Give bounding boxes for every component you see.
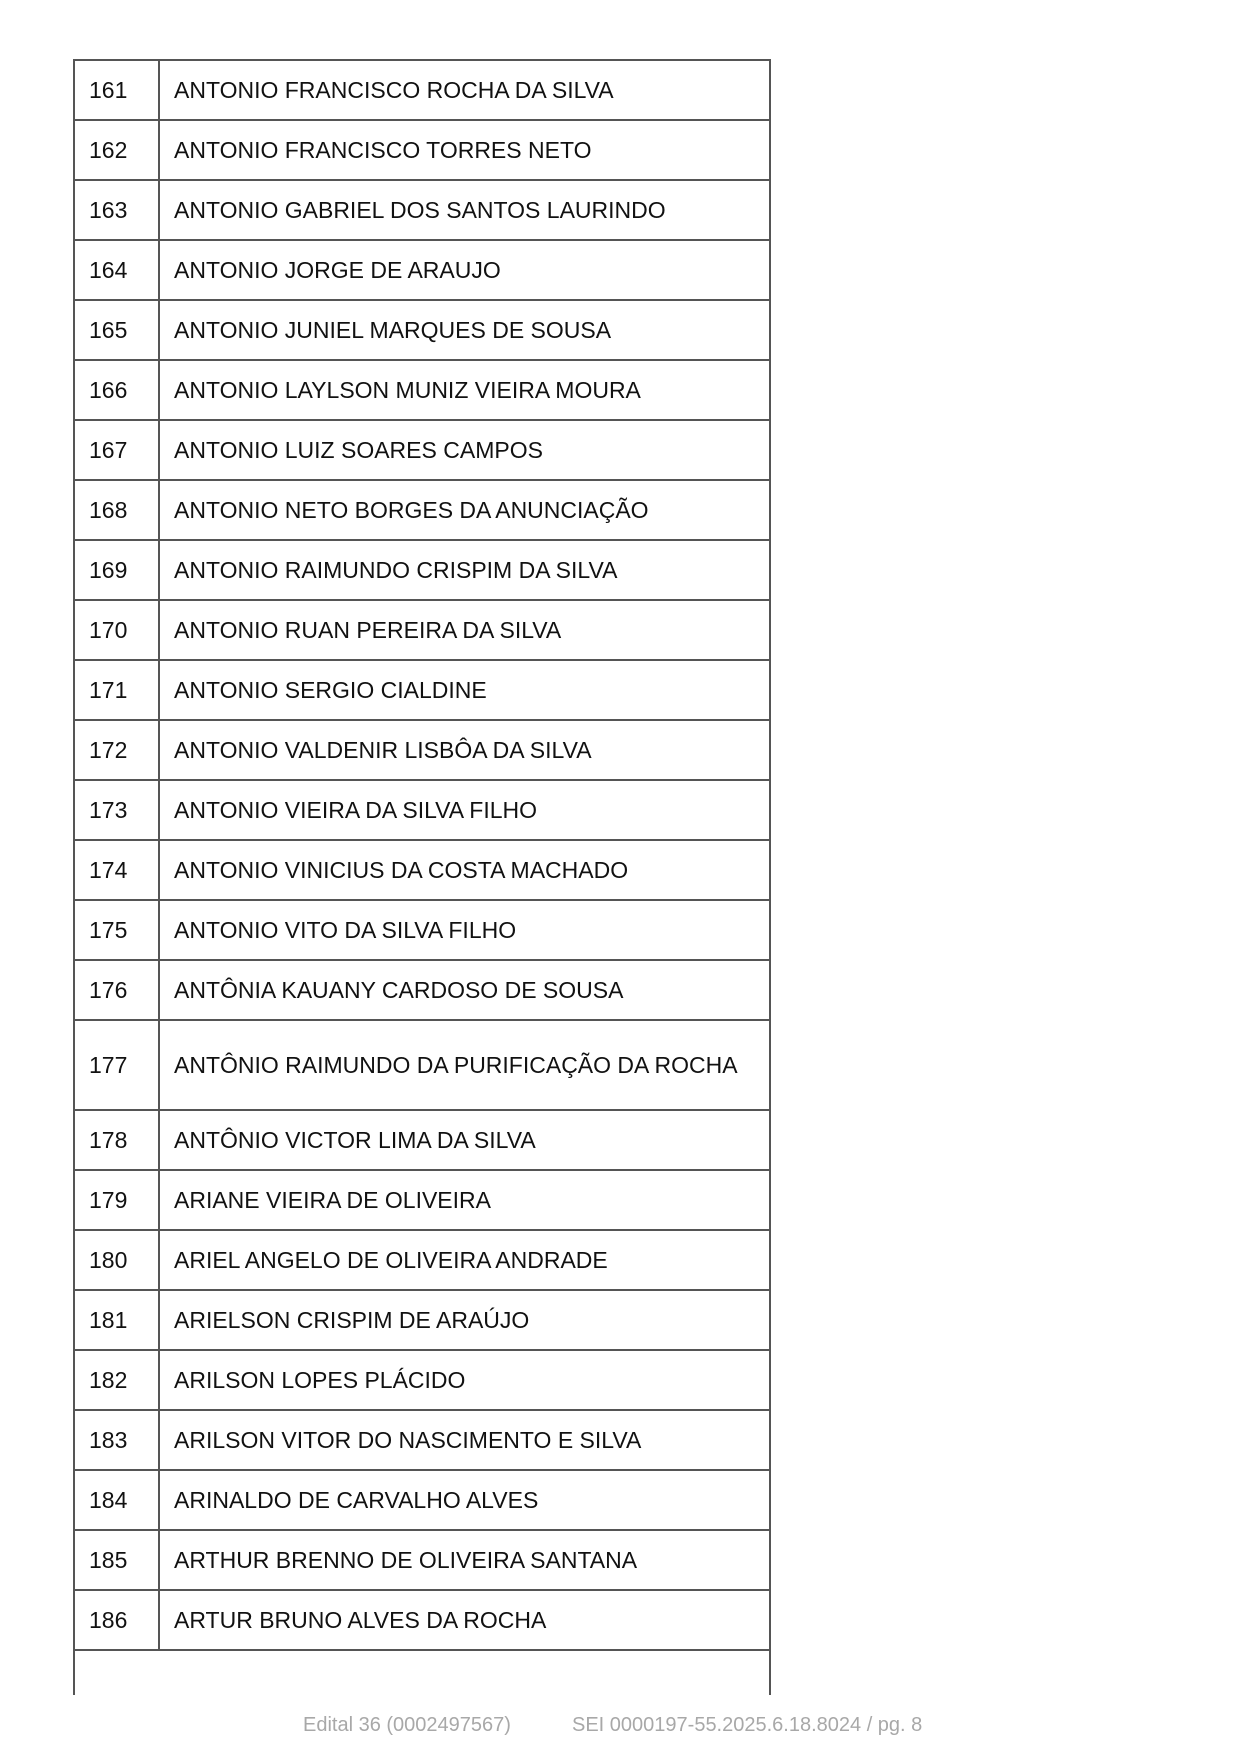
row-number: 186 xyxy=(74,1590,159,1650)
row-name: ANTONIO FRANCISCO TORRES NETO xyxy=(159,120,770,180)
row-name: ANTONIO RAIMUNDO CRISPIM DA SILVA xyxy=(159,540,770,600)
row-number: 178 xyxy=(74,1110,159,1170)
row-name: ANTONIO VIEIRA DA SILVA FILHO xyxy=(159,780,770,840)
row-number: 185 xyxy=(74,1530,159,1590)
row-name: ANTONIO JUNIEL MARQUES DE SOUSA xyxy=(159,300,770,360)
row-name: ANTÔNIO VICTOR LIMA DA SILVA xyxy=(159,1110,770,1170)
row-name: ARILSON VITOR DO NASCIMENTO E SILVA xyxy=(159,1410,770,1470)
row-name: ARILSON LOPES PLÁCIDO xyxy=(159,1350,770,1410)
row-name: ARTUR BRUNO ALVES DA ROCHA xyxy=(159,1590,770,1650)
table-row xyxy=(74,1530,770,1590)
row-name: ANTONIO VITO DA SILVA FILHO xyxy=(159,900,770,960)
row-number: 174 xyxy=(74,840,159,900)
table-row xyxy=(74,900,770,960)
row-name: ANTONIO FRANCISCO ROCHA DA SILVA xyxy=(159,60,770,120)
row-name: ANTONIO LUIZ SOARES CAMPOS xyxy=(159,420,770,480)
row-name: ARINALDO DE CARVALHO ALVES xyxy=(159,1470,770,1530)
table-row xyxy=(74,420,770,480)
table-row xyxy=(74,60,770,120)
table-row xyxy=(74,540,770,600)
table-row xyxy=(74,1020,770,1110)
table-row xyxy=(74,360,770,420)
table-row xyxy=(74,180,770,240)
row-number: 163 xyxy=(74,180,159,240)
candidate-list-table xyxy=(73,59,771,1695)
row-number: 169 xyxy=(74,540,159,600)
row-number: 171 xyxy=(74,660,159,720)
table-row xyxy=(74,1230,770,1290)
table-row xyxy=(74,600,770,660)
row-number: 172 xyxy=(74,720,159,780)
row-name: ANTONIO RUAN PEREIRA DA SILVA xyxy=(159,600,770,660)
table-row xyxy=(74,960,770,1020)
table-row xyxy=(74,720,770,780)
row-number: 176 xyxy=(74,960,159,1020)
table-row xyxy=(74,780,770,840)
row-name: ANTONIO VALDENIR LISBÔA DA SILVA xyxy=(159,720,770,780)
row-name: ARIEL ANGELO DE OLIVEIRA ANDRADE xyxy=(159,1230,770,1290)
row-name: ANTONIO JORGE DE ARAUJO xyxy=(159,240,770,300)
row-number: 173 xyxy=(74,780,159,840)
row-name: ARIANE VIEIRA DE OLIVEIRA xyxy=(159,1170,770,1230)
row-number: 181 xyxy=(74,1290,159,1350)
page-footer xyxy=(0,1714,1240,1742)
table-row xyxy=(74,1110,770,1170)
table-row xyxy=(74,660,770,720)
table-row xyxy=(74,1170,770,1230)
row-number: 162 xyxy=(74,120,159,180)
row-number: 168 xyxy=(74,480,159,540)
row-name: ANTONIO NETO BORGES DA ANUNCIAÇÃO xyxy=(159,480,770,540)
row-number: 161 xyxy=(74,60,159,120)
row-name: ARTHUR BRENNO DE OLIVEIRA SANTANA xyxy=(159,1530,770,1590)
table-body xyxy=(74,60,770,1695)
table-continuation xyxy=(74,1650,770,1695)
row-number: 167 xyxy=(74,420,159,480)
row-name: ANTONIO GABRIEL DOS SANTOS LAURINDO xyxy=(159,180,770,240)
row-number: 182 xyxy=(74,1350,159,1410)
continuation-cell xyxy=(159,1650,770,1695)
continuation-cell xyxy=(74,1650,159,1695)
table-row xyxy=(74,840,770,900)
row-number: 165 xyxy=(74,300,159,360)
row-number: 175 xyxy=(74,900,159,960)
table-row xyxy=(74,1590,770,1650)
row-number: 166 xyxy=(74,360,159,420)
sei-process-reference: SEI 0000197-55.2025.6.18.8024 / pg. 8 xyxy=(572,1714,923,1736)
row-number: 183 xyxy=(74,1410,159,1470)
row-name: ANTONIO VINICIUS DA COSTA MACHADO xyxy=(159,840,770,900)
row-number: 184 xyxy=(74,1470,159,1530)
row-name: ANTONIO LAYLSON MUNIZ VIEIRA MOURA xyxy=(159,360,770,420)
table-row xyxy=(74,300,770,360)
row-name: ANTONIO SERGIO CIALDINE xyxy=(159,660,770,720)
table-row xyxy=(74,120,770,180)
document-reference: Edital 36 (0002497567) xyxy=(303,1714,511,1736)
table-row xyxy=(74,480,770,540)
row-number: 180 xyxy=(74,1230,159,1290)
table-row xyxy=(74,1350,770,1410)
row-name: ARIELSON CRISPIM DE ARAÚJO xyxy=(159,1290,770,1350)
table-row xyxy=(74,240,770,300)
table-row xyxy=(74,1470,770,1530)
row-name: ANTÔNIO RAIMUNDO DA PURIFICAÇÃO DA ROCHA xyxy=(159,1020,770,1110)
table-row xyxy=(74,1290,770,1350)
row-number: 177 xyxy=(74,1020,159,1110)
row-name: ANTÔNIA KAUANY CARDOSO DE SOUSA xyxy=(159,960,770,1020)
row-number: 164 xyxy=(74,240,159,300)
row-number: 170 xyxy=(74,600,159,660)
table-row xyxy=(74,1410,770,1470)
row-number: 179 xyxy=(74,1170,159,1230)
